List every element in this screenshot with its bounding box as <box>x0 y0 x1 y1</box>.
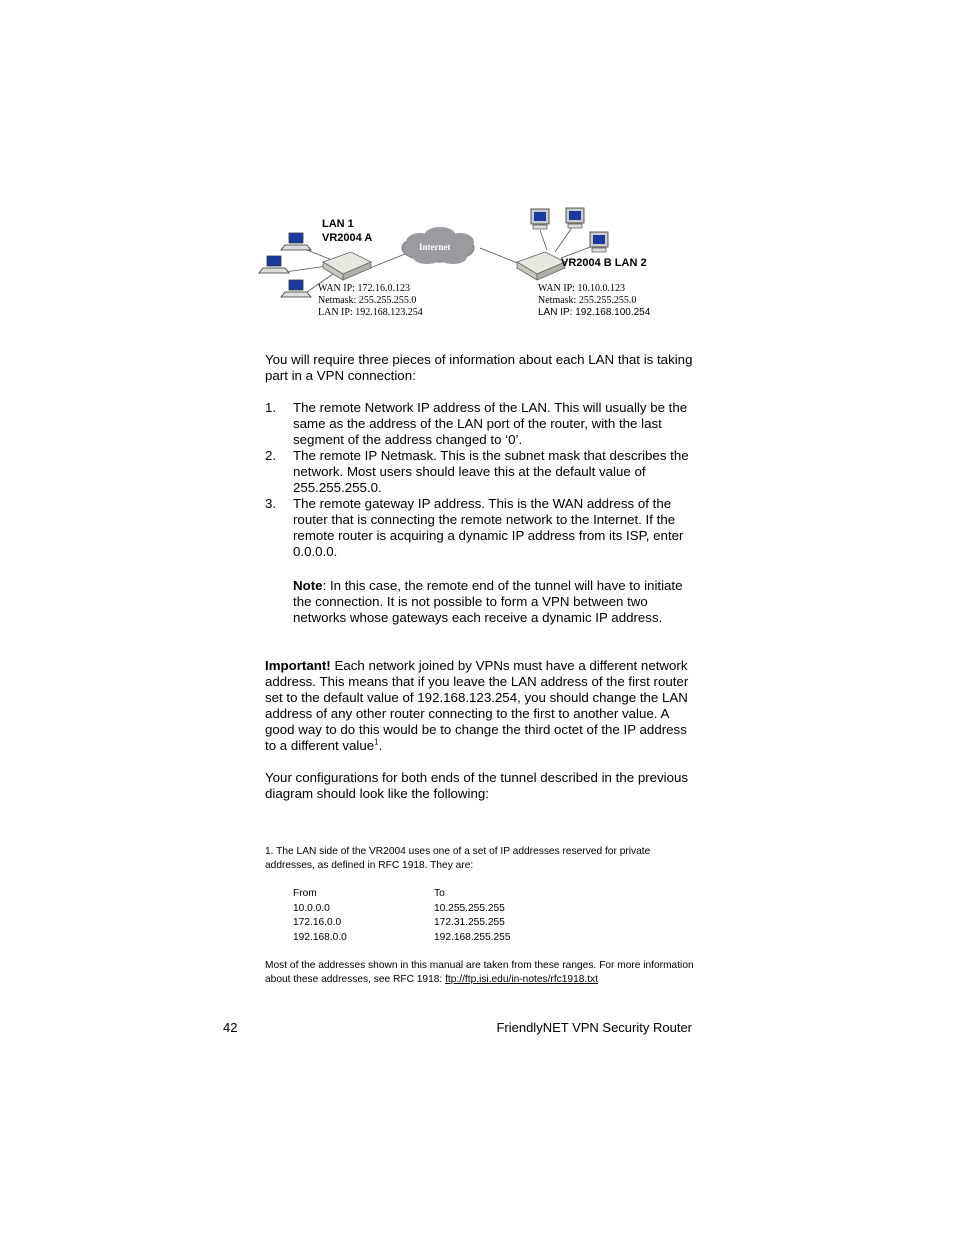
table-cell-from: 172.16.0.0 <box>293 917 342 928</box>
router-b-wan-ip: WAN IP: 10.10.0.123 <box>538 283 625 294</box>
table-row <box>293 916 510 931</box>
table-cell-to: 10.255.255.255 <box>434 902 505 914</box>
footnote-text: 1. The LAN side of the VR2004 uses one of a set of IP addresses reserved for private addresses, as defined in RFC 1918. They are: <box>265 846 651 871</box>
laptop-icon-2 <box>259 256 289 273</box>
table-cell-from: 10.0.0.0 <box>293 902 330 914</box>
config-text: Your configurations for both ends of the tunnel described in the previous diagram should look like the following: <box>265 770 689 801</box>
page-number: 42 <box>223 1020 238 1035</box>
network-diagram <box>255 200 705 330</box>
note-label: Note <box>293 578 323 593</box>
list-item-number: 2. <box>265 448 277 463</box>
important-end: . <box>378 738 383 753</box>
list-item-text: The remote Network IP address of the LAN. This will usually be the same as the address of the LAN port of the router, with the last segment of the address changed to ‘0’. <box>293 400 688 447</box>
desktop-icon-3 <box>590 232 608 252</box>
table-header-from: From <box>293 888 317 899</box>
table-header-to: To <box>434 888 445 899</box>
desktop-icon-2 <box>566 208 584 228</box>
list-item-text: The remote gateway IP address. This is the WAN address of the router that is connecting the remote network to the Internet. If the remote router is acquiring a dynamic IP address from its ISP, enter 0.0.0.0. <box>293 496 684 559</box>
list-item <box>265 496 705 560</box>
note-text: : In this case, the remote end of the tunnel will have to initiate the connection. It is not possible to form a VPN between two networks whose gateways each receive a dynamic IP address. <box>293 578 683 625</box>
router-b-icon <box>517 252 565 280</box>
list-item-number: 1. <box>265 400 277 415</box>
lan1-label: LAN 1 <box>322 218 354 230</box>
table-cell-from: 192.168.0.0 <box>293 931 347 943</box>
router-a-wan-ip: WAN IP: 172.16.0.123 <box>318 283 410 294</box>
ip-range-table <box>293 887 510 945</box>
router-b-lan-ip: LAN IP: 192.168.100.254 <box>538 307 651 318</box>
desktop-icon-1 <box>531 209 549 229</box>
router-a-lan-ip: LAN IP: 192.168.123.254 <box>318 307 423 318</box>
footnote-reference: 1 <box>374 737 379 747</box>
list-item <box>265 400 705 448</box>
table-header-row <box>293 887 510 902</box>
router-b-netmask: Netmask: 255.255.255.0 <box>538 295 637 306</box>
info-list <box>265 400 705 560</box>
router-a-netmask: Netmask: 255.255.255.0 <box>318 295 417 306</box>
footnote-more-text: Most of the addresses shown in this manual are taken from these ranges. For more information about these addresses, see RFC 1918: <box>265 960 694 985</box>
rfc1918-link[interactable]: ftp://ftp.isi.edu/in-notes/rfc1918.txt <box>445 974 598 985</box>
table-row <box>293 931 510 946</box>
important-paragraph <box>265 658 695 754</box>
router-a-label: VR2004 A <box>322 232 373 244</box>
intro-paragraph <box>265 352 695 384</box>
list-item-number: 3. <box>265 496 277 511</box>
list-item <box>265 448 705 496</box>
list-item-text: The remote IP Netmask. This is the subnet mask that describes the network. Most users should leave this at the default value of 255.255.255.0. <box>293 448 689 495</box>
note-paragraph <box>293 578 693 626</box>
table-cell-to: 172.31.255.255 <box>434 917 505 928</box>
product-name: FriendlyNET VPN Security Router <box>496 1020 692 1035</box>
important-label: Important! <box>265 658 331 673</box>
laptop-icon-3 <box>281 280 311 297</box>
important-text: Each network joined by VPNs must have a different network address. This means that if you leave the LAN address of the first router set to the default value of 192.168.123.254, you should change the LAN address of any other router connecting to the first to another value. A good way to do this would be to change the third octet of the IP address to a different value <box>265 658 689 753</box>
intro-text: You will require three pieces of information about each LAN that is taking part in a VPN connection: <box>265 352 693 383</box>
table-cell-to: 192.168.255.255 <box>434 931 511 943</box>
internet-label: Internet <box>419 242 451 252</box>
footnote-more-info <box>265 959 695 987</box>
table-row <box>293 902 510 917</box>
config-paragraph <box>265 770 695 802</box>
laptop-icon-1 <box>281 233 311 250</box>
router-b-label: VR2004 B LAN 2 <box>561 257 647 269</box>
